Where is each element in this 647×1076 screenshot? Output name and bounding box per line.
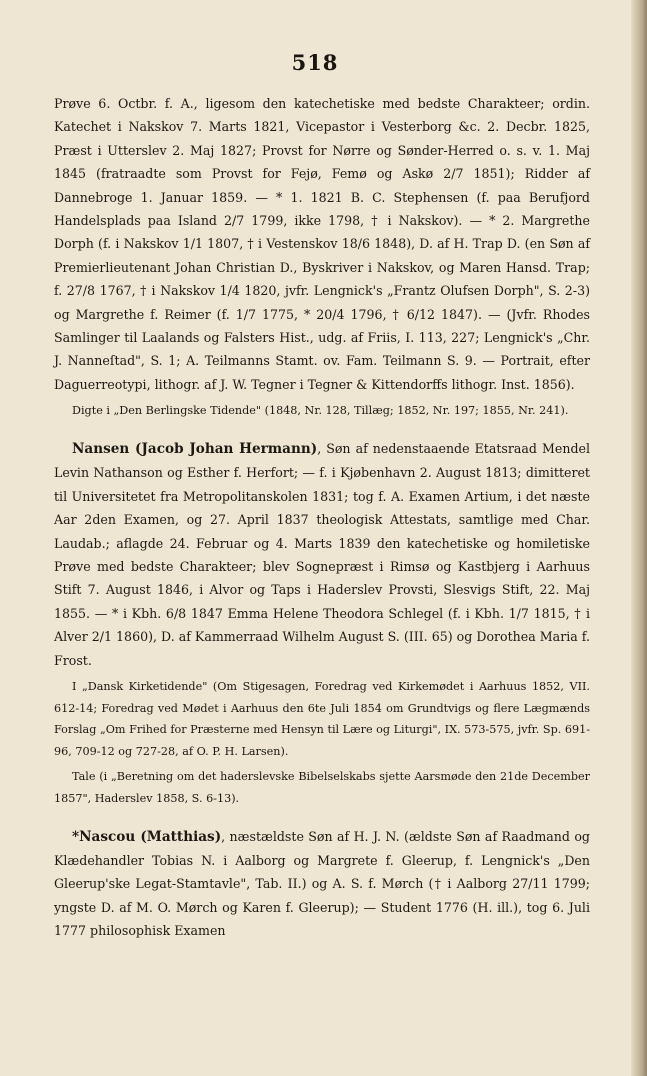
note-digte: Digte i „Den Berlingske Tidende" (1848, Nr. 128, Tillæg; 1852, Nr. 197; 1855, Nr. 241).	[72, 404, 569, 418]
entry-nascou-body: , næstældste Søn af H. J. N. (ældste Søn af Raadmand og Klædehandler Tobias N. i Aalborg og Margrete f. Gleerup, f. Lengnick's „Den Gleerup'ske Legat-Stamtavle", Tab. II.) og A. S. f. Mørch († i Aalborg 27/11 1799; yngste D. af M. O. Mørch og Karen f. Gleerup); — Student 1776 (H. ill.), tog 6. Juli 1777 philosophisk Examen	[54, 828, 590, 939]
page-binding-edge	[631, 0, 647, 1076]
entry-nascou-headword: *Nascou (Matthias)	[72, 828, 222, 845]
entry-nascou	[54, 825, 590, 943]
entry-nansen	[54, 437, 590, 672]
entry-nansen-body: , Søn af nedenstaaende Etatsraad Mendel Levin Nathanson og Esther f. Herfort; — f. i Kjøbenhavn 2. August 1813; dimitteret til Universitetet fra Metropolitanskolen 1831; tog f. A. Examen Artium, i det næste Aar 2den Examen, og 27. April 1837 theologisk Attestats, samtlige med Char. Laudab.; aflagde 24. Februar og 4. Marts 1839 den katechetiske og homiletiske Prøve med bedste Charakteer; blev Sognepræst i Rimsø og Kastbjerg i Aarhuus Stift 7. August 1846, i Alvor og Taps i Haderslev Provsti, Slesvigs Stift, 22. Maj 1855. — * i Kbh. 6/8 1847 Emma Helene Theodora Schlegel (f. i Kbh. 1/7 1815, † i Alver 2/1 1860), D. af Kammerraad Wilhelm August S. (III. 65) og Dorothea Maria f. Frost.	[54, 440, 590, 668]
note-dansk-kirketidende: I „Dansk Kirketidende" (Om Stigesagen, Foredrag ved Kirkemødet i Aarhuus 1852, VII. 612-14; Foredrag ved Mødet i Aarhuus den 6te Juli 1854 om Grundtvigs og flere Lægmænds Forslag „Om Frihed for Præsterne med Hensyn til Lære og Liturgi", IX. 573-575, jvfr. Sp. 691-96, 709-12 og 727-28, af O. P. H. Larsen).	[54, 679, 590, 758]
page-number: 518	[291, 50, 339, 75]
entry-nansen-headword: Nansen (Jacob Johan Hermann)	[72, 440, 318, 457]
entry-prove-continuation: Prøve 6. Octbr. f. A., ligesom den katechetiske med bedste Charakteer; ordin. Katechet i Nakskov 7. Marts 1821, Vicepastor i Vesterborg &c. 2. Decbr. 1825, Præst i Utterslev 2. Maj 1827; Provst for Nørre og Sønder-Herred o. s. v. 1. Maj 1845 (fratraadte som Provst for Fejø, Femø og Askø 2/7 1851); Ridder af Dannebroge 1. Januar 1859. — * 1. 1821 B. C. Stephensen (f. paa Berufjord Handelsplads paa Island 2/7 1799, ikke 1798, † i Nakskov). — * 2. Margrethe Dorph (f. i Nakskov 1/1 1807, † i Vestenskov 18/6 1848), D. af H. Trap D. (en Søn af Premierlieutenant Johan Christian D., Byskriver i Nakskov, og Maren Hansd. Trap; f. 27/8 1767, † i Nakskov 1/4 1820, jvfr. Lengnick's „Frantz Olufsen Dorph", S. 2-3) og Margrethe f. Reimer (f. 1/7 1775, * 20/4 1796, † 6/12 1847). — (Jvfr. Rhodes Samlinger til Laalands og Falsters Hist., udg. af Friis, I. 113, 227; Lengnick's „Chr. J. Nanneſtad", S. 1; A. Teilmanns Stamt. ov. Fam. Teilmann S. 9. — Portrait, efter Daguerreotypi, lithogr. af J. W. Tegner i Tegner & Kittendorffs lithogr. Inst. 1856).	[54, 96, 590, 392]
page-body	[54, 92, 590, 943]
note-tale: Tale (i „Beretning om det haderslevske Bibelselskabs sjette Aarsmøde den 21de December 1857", Haderslev 1858, S. 6-13).	[54, 770, 590, 805]
